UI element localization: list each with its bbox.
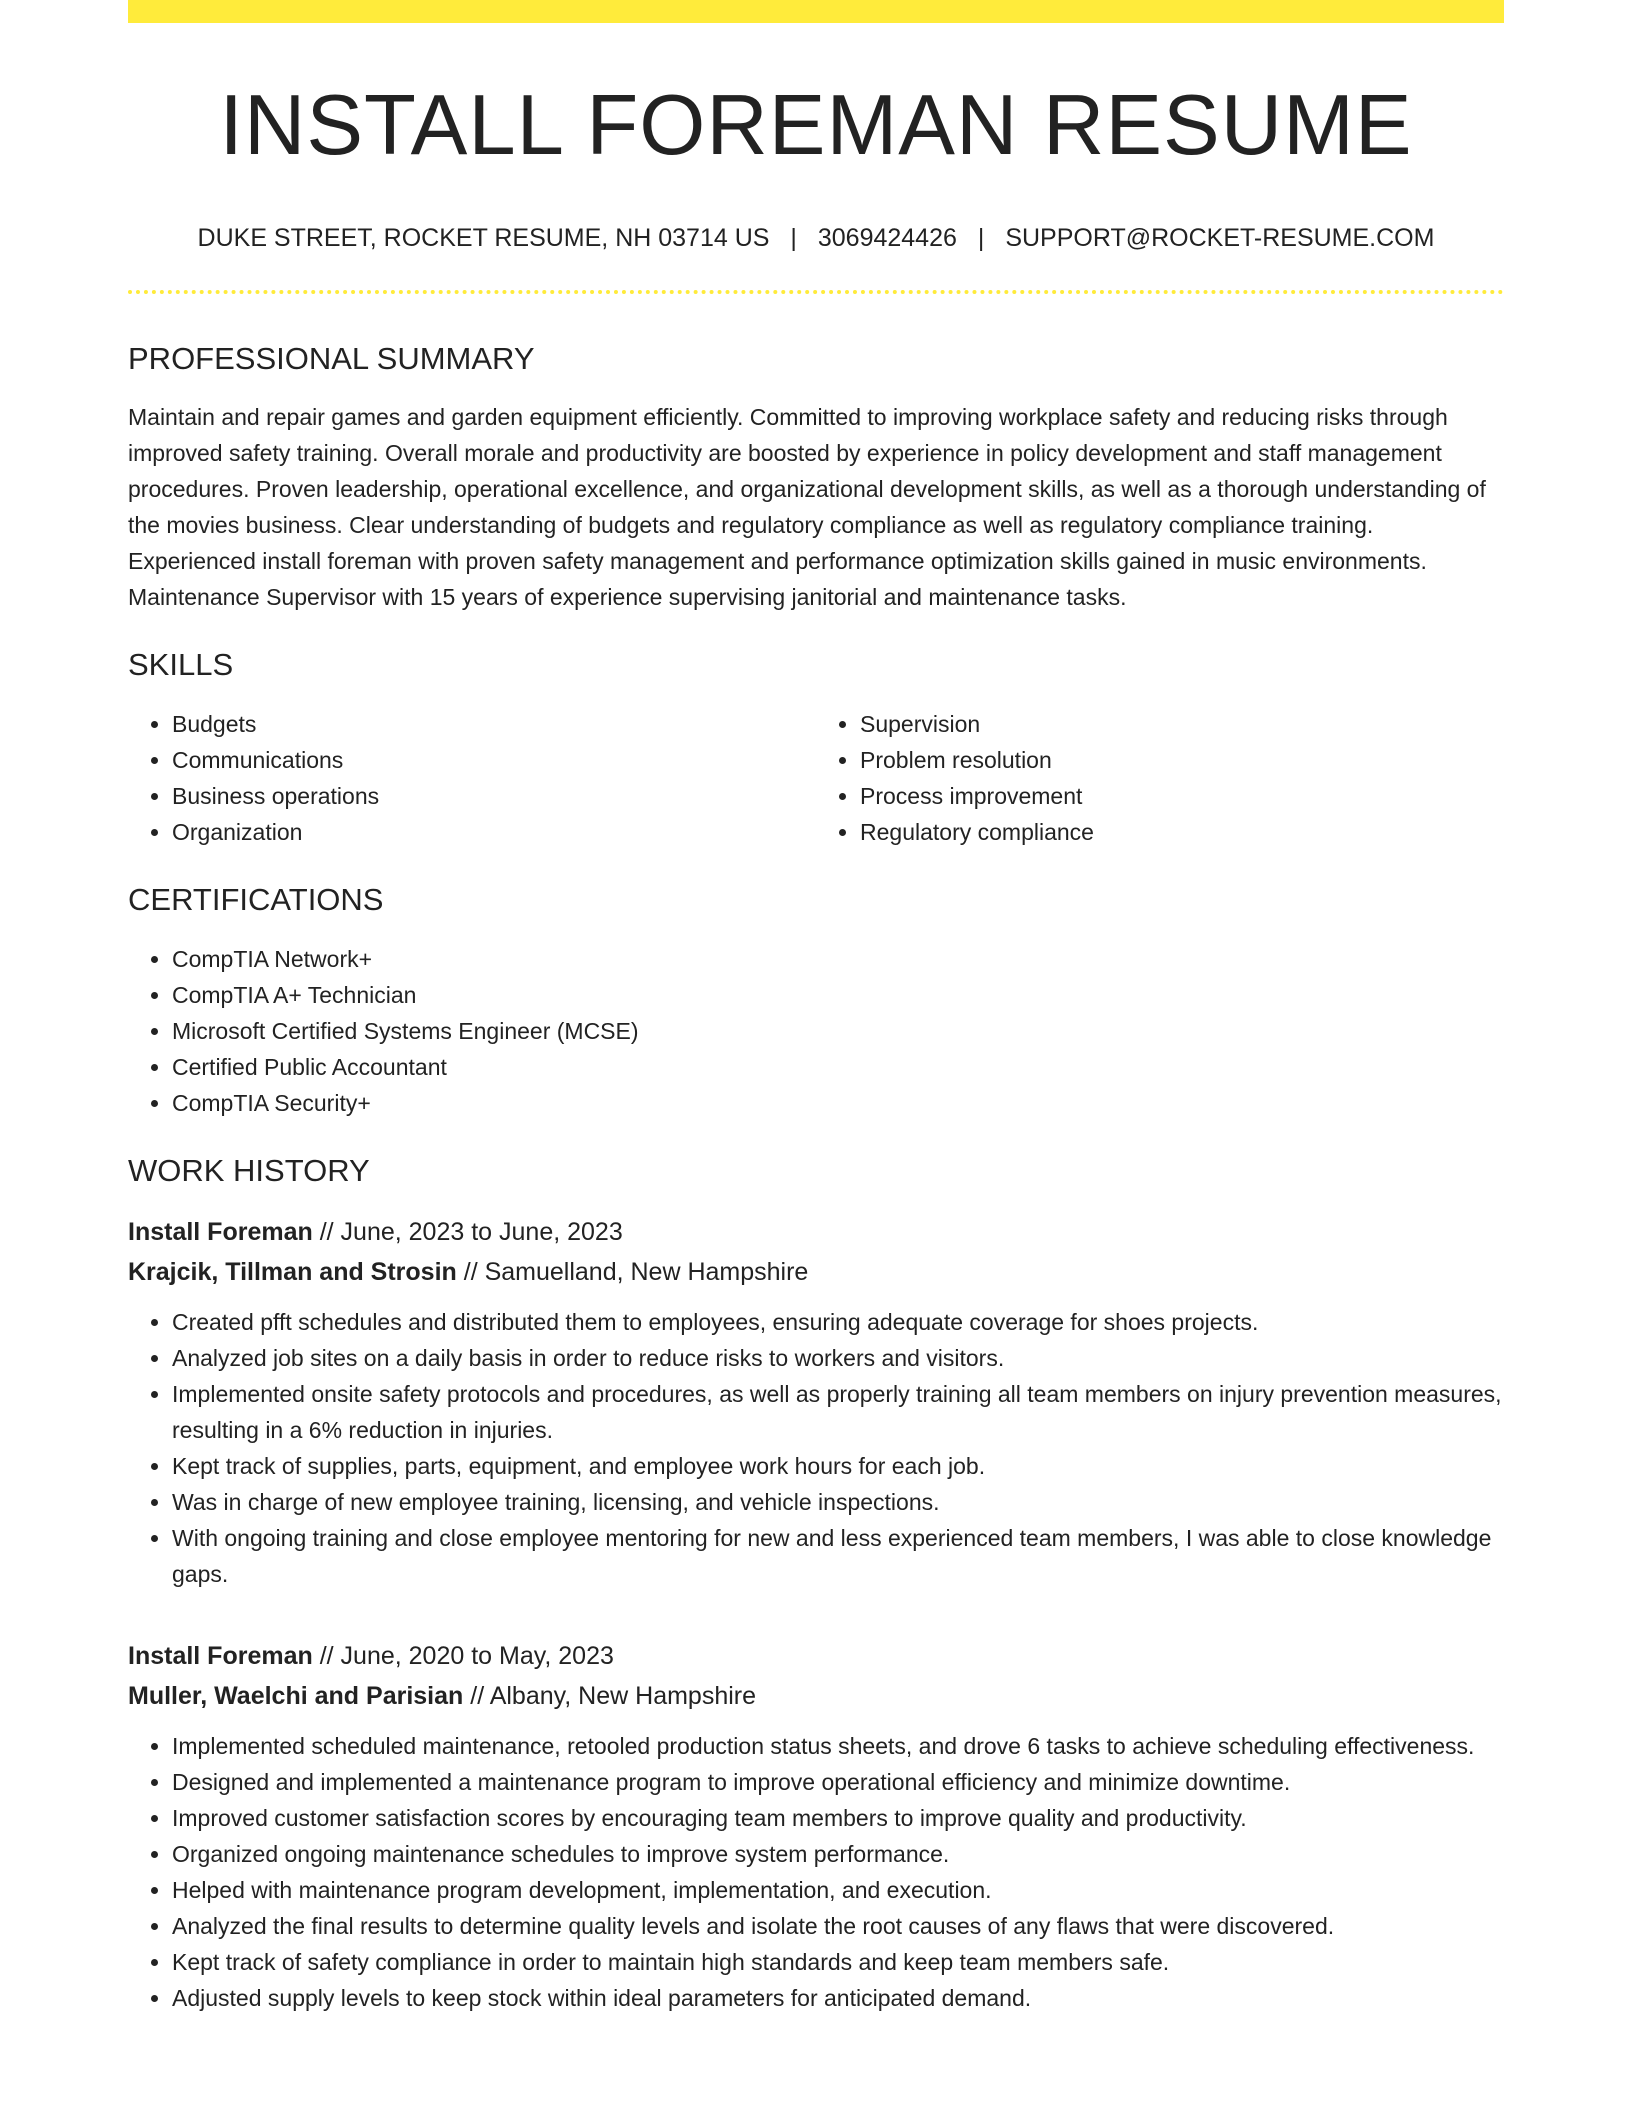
skill-item: • Supervision	[860, 706, 1504, 742]
job-bullet: • Improved customer satisfaction scores by encouraging team members to improve quality and productivity.	[172, 1800, 1504, 1836]
job-company-line	[128, 1676, 1504, 1716]
email: SUPPORT@ROCKET-RESUME.COM	[1005, 224, 1435, 252]
job-bullet: • Organized ongoing maintenance schedules to improve system performance.	[172, 1836, 1504, 1872]
job-bullet: • Implemented onsite safety protocols and procedures, as well as properly training all team members on injury prevention measures, resulting in a 6% reduction in injuries.	[172, 1376, 1504, 1448]
job-bullets	[128, 1728, 1504, 2016]
skill-item: • Problem resolution	[860, 742, 1504, 778]
job-role-line	[128, 1212, 1504, 1252]
phone: 3069424426	[817, 224, 957, 252]
job-bullet: • With ongoing training and close employee mentoring for new and less experienced team members, I was able to close knowledge gaps.	[172, 1520, 1504, 1592]
skill-item: • Budgets	[172, 706, 816, 742]
job-company: Muller, Waelchi and Parisian	[128, 1682, 464, 1710]
job-bullet: • Analyzed job sites on a daily basis in order to reduce risks to workers and visitors.	[172, 1340, 1504, 1376]
dotted-divider	[128, 290, 1504, 294]
skills-columns	[128, 706, 1504, 850]
job-dates: // June, 2023 to June, 2023	[312, 1218, 623, 1246]
skills-right-list	[816, 706, 1504, 850]
work-history-heading: WORK HISTORY	[128, 1153, 370, 1188]
job-role: Install Foreman	[128, 1218, 313, 1246]
summary-heading: PROFESSIONAL SUMMARY	[128, 341, 535, 376]
job-entry	[128, 1636, 1504, 2016]
skills-left-list	[128, 706, 816, 850]
job-location: // Samuelland, New Hampshire	[456, 1258, 809, 1286]
job-bullet: • Kept track of safety compliance in order to maintain high standards and keep team members safe.	[172, 1944, 1504, 1980]
job-bullets	[128, 1304, 1504, 1592]
address: DUKE STREET, ROCKET RESUME, NH 03714 US	[197, 224, 770, 252]
skill-item: • Regulatory compliance	[860, 814, 1504, 850]
summary-text: Maintain and repair games and garden equipment efficiently. Committed to improving workplace safety and reducing risks through improved safety training. Overall morale and productivity are boosted by experience in policy development and staff management procedures. Proven leadership, operational excellence, and organizational development skills, as well as a thorough understanding of the movies business. Clear understanding of budgets and regulatory compliance as well as regulatory compliance training. Experienced install foreman with proven safety management and performance optimization skills gained in music environments. Maintenance Supervisor with 15 years of experience supervising janitorial and maintenance tasks.	[128, 404, 1486, 610]
job-bullet: • Kept track of supplies, parts, equipment, and employee work hours for each job.	[172, 1448, 1504, 1484]
job-bullet: • Adjusted supply levels to keep stock within ideal parameters for anticipated demand.	[172, 1980, 1504, 2016]
job-bullet: • Implemented scheduled maintenance, retooled production status sheets, and drove 6 tasks to achieve scheduling effectiveness.	[172, 1728, 1504, 1764]
skills-heading: SKILLS	[128, 647, 234, 682]
certification-item: • CompTIA Security+	[172, 1085, 1504, 1121]
certification-item: • Certified Public Accountant	[172, 1049, 1504, 1085]
job-bullet: • Designed and implemented a maintenance program to improve operational efficiency and minimize downtime.	[172, 1764, 1504, 1800]
skill-item: • Business operations	[172, 778, 816, 814]
resume-title: INSTALL FOREMAN RESUME	[219, 78, 1413, 173]
skill-item: • Process improvement	[860, 778, 1504, 814]
separator: |	[790, 224, 797, 252]
resume-page	[128, 0, 1504, 2016]
job-role-line	[128, 1636, 1504, 1676]
job-bullet: • Helped with maintenance program development, implementation, and execution.	[172, 1872, 1504, 1908]
job-role: Install Foreman	[128, 1642, 313, 1670]
job-bullet: • Was in charge of new employee training, licensing, and vehicle inspections.	[172, 1484, 1504, 1520]
job-bullet: • Created pfft schedules and distributed them to employees, ensuring adequate coverage for shoes projects.	[172, 1304, 1504, 1340]
skill-item: • Organization	[172, 814, 816, 850]
certification-item: • Microsoft Certified Systems Engineer (MCSE)	[172, 1013, 1504, 1049]
certification-item: • CompTIA Network+	[172, 941, 1504, 977]
job-dates: // June, 2020 to May, 2023	[312, 1642, 614, 1670]
separator: |	[977, 224, 985, 252]
certifications-list	[128, 941, 1504, 1121]
job-company-line	[128, 1252, 1504, 1292]
job-bullet: • Analyzed the final results to determine quality levels and isolate the root causes of any flaws that were discovered.	[172, 1908, 1504, 1944]
job-entry	[128, 1212, 1504, 1592]
certification-item: • CompTIA A+ Technician	[172, 977, 1504, 1013]
certifications-heading: CERTIFICATIONS	[128, 882, 384, 917]
accent-bar	[128, 0, 1504, 23]
job-location: // Albany, New Hampshire	[463, 1682, 757, 1710]
job-company: Krajcik, Tillman and Strosin	[128, 1258, 457, 1286]
skill-item: • Communications	[172, 742, 816, 778]
contact-line	[128, 226, 1504, 251]
